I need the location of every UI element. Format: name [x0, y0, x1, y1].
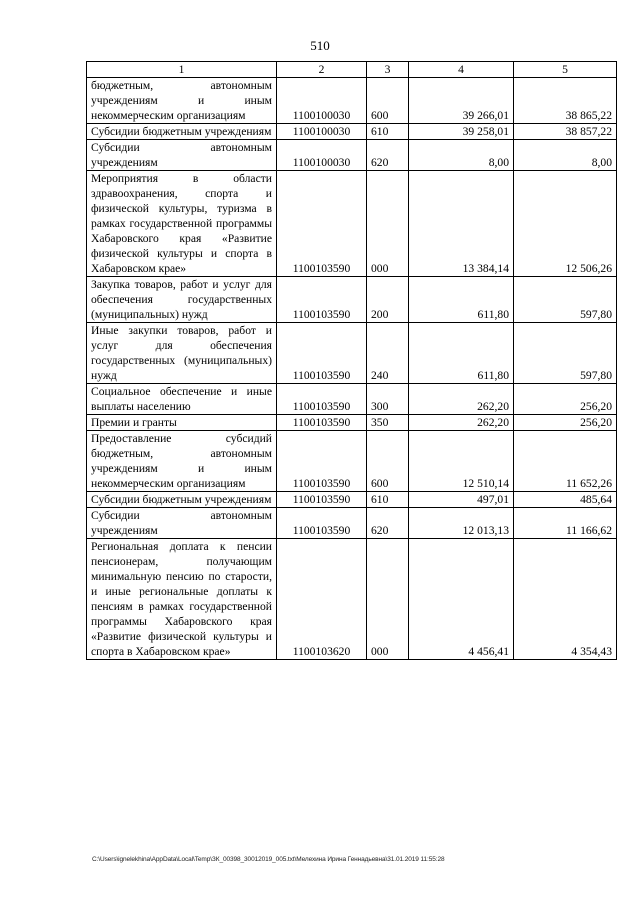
expense-type-cell: 600	[367, 78, 409, 124]
expense-type-cell: 620	[367, 508, 409, 539]
row-name-cell: Мероприятия в области здравоохранения, спорта и физической культуры, туризма в рамках государственной программы Хабаровского края «Развитие физической культуры и спорта в Хабаровском крае»	[87, 171, 277, 277]
amount-cell-2: 485,64	[514, 492, 617, 508]
target-code-cell: 1100103590	[277, 277, 367, 323]
amount-cell-1: 8,00	[409, 140, 514, 171]
table-row	[87, 431, 617, 492]
table-row	[87, 171, 617, 277]
amount-cell-2: 4 354,43	[514, 539, 617, 660]
row-name-cell: Субсидии бюджетным учреждениям	[87, 492, 277, 508]
column-header-1: 1	[87, 62, 277, 78]
amount-cell-2: 597,80	[514, 323, 617, 384]
amount-cell-1: 611,80	[409, 323, 514, 384]
row-name-cell: Субсидии автономным учреждениям	[87, 140, 277, 171]
row-name-cell: Иные закупки товаров, работ и услуг для обеспечения государственных (муниципальных) нужд	[87, 323, 277, 384]
row-name-cell: Региональная доплата к пенсии пенсионерам, получающим минимальную пенсию по старости, и иные региональные доплаты к пенсиям в рамках государственной программы Хабаровского края «Развитие физической культуры и спорта в Хабаровском крае»	[87, 539, 277, 660]
expense-type-cell: 000	[367, 539, 409, 660]
table-row	[87, 140, 617, 171]
amount-cell-1: 611,80	[409, 277, 514, 323]
target-code-cell: 1100103590	[277, 384, 367, 415]
expense-type-cell: 350	[367, 415, 409, 431]
table-row	[87, 277, 617, 323]
expense-type-cell: 200	[367, 277, 409, 323]
amount-cell-1: 39 258,01	[409, 124, 514, 140]
expense-type-cell: 610	[367, 124, 409, 140]
column-header-2: 2	[277, 62, 367, 78]
row-name-cell: Закупка товаров, работ и услуг для обеспечения государственных (муниципальных) нужд	[87, 277, 277, 323]
amount-cell-1: 12 013,13	[409, 508, 514, 539]
expense-type-cell: 620	[367, 140, 409, 171]
table-row	[87, 78, 617, 124]
amount-cell-2: 597,80	[514, 277, 617, 323]
target-code-cell: 1100103590	[277, 171, 367, 277]
amount-cell-2: 256,20	[514, 415, 617, 431]
target-code-cell: 1100103590	[277, 323, 367, 384]
table-row	[87, 539, 617, 660]
target-code-cell: 1100103620	[277, 539, 367, 660]
amount-cell-2: 11 166,62	[514, 508, 617, 539]
column-header-3: 3	[367, 62, 409, 78]
target-code-cell: 1100103590	[277, 431, 367, 492]
row-name-cell: бюджетным, автономным учреждениям и иным некоммерческим организациям	[87, 78, 277, 124]
amount-cell-1: 262,20	[409, 415, 514, 431]
expense-type-cell: 240	[367, 323, 409, 384]
table-row	[87, 384, 617, 415]
expense-type-cell: 600	[367, 431, 409, 492]
amount-cell-2: 11 652,26	[514, 431, 617, 492]
amount-cell-1: 39 266,01	[409, 78, 514, 124]
target-code-cell: 1100103590	[277, 492, 367, 508]
table-row	[87, 508, 617, 539]
table-header-row	[87, 62, 617, 78]
target-code-cell: 1100100030	[277, 124, 367, 140]
amount-cell-1: 497,01	[409, 492, 514, 508]
column-header-4: 4	[409, 62, 514, 78]
amount-cell-1: 12 510,14	[409, 431, 514, 492]
table-row	[87, 323, 617, 384]
amount-cell-2: 12 506,26	[514, 171, 617, 277]
budget-table	[86, 61, 617, 660]
expense-type-cell: 610	[367, 492, 409, 508]
expense-type-cell: 300	[367, 384, 409, 415]
page-number: 510	[310, 38, 330, 53]
target-code-cell: 1100100030	[277, 78, 367, 124]
expense-type-cell: 000	[367, 171, 409, 277]
file-path-footer: C:\Users\ignelekhina\AppData\Local\Temp\ЗК_00398_30012019_005.txt\Мелехина Ирина Геннадьевна\31.01.2019 11:55:28	[92, 856, 445, 863]
amount-cell-2: 38 857,22	[514, 124, 617, 140]
column-header-5: 5	[514, 62, 617, 78]
target-code-cell: 1100103590	[277, 415, 367, 431]
row-name-cell: Субсидии автономным учреждениям	[87, 508, 277, 539]
table-row	[87, 124, 617, 140]
row-name-cell: Социальное обеспечение и иные выплаты населению	[87, 384, 277, 415]
amount-cell-2: 8,00	[514, 140, 617, 171]
amount-cell-1: 13 384,14	[409, 171, 514, 277]
table-row	[87, 415, 617, 431]
row-name-cell: Премии и гранты	[87, 415, 277, 431]
table-row	[87, 492, 617, 508]
amount-cell-2: 38 865,22	[514, 78, 617, 124]
amount-cell-2: 256,20	[514, 384, 617, 415]
target-code-cell: 1100100030	[277, 140, 367, 171]
amount-cell-1: 262,20	[409, 384, 514, 415]
row-name-cell: Предоставление субсидий бюджетным, автономным учреждениям и иным некоммерческим организациям	[87, 431, 277, 492]
row-name-cell: Субсидии бюджетным учреждениям	[87, 124, 277, 140]
amount-cell-1: 4 456,41	[409, 539, 514, 660]
target-code-cell: 1100103590	[277, 508, 367, 539]
